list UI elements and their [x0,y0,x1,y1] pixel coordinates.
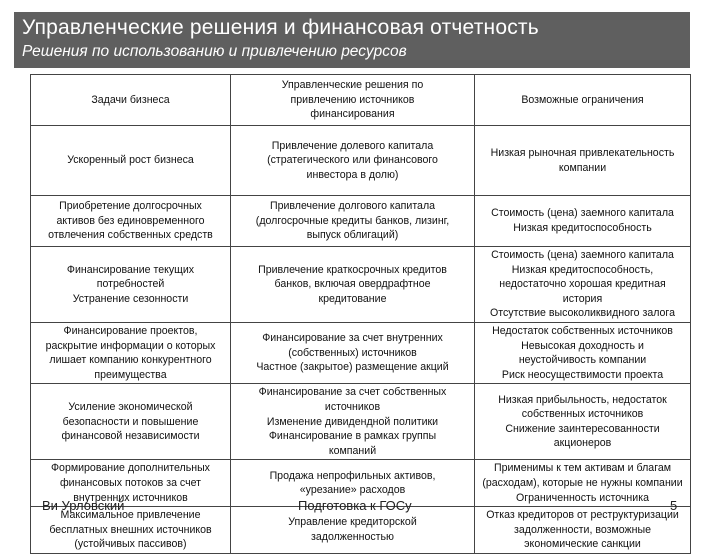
page-number: 5 [670,498,678,513]
table-cell: Стоимость (цена) заемного капитала Низкая кредитоспособность [475,196,691,247]
table-cell: Формирование дополнительных финансовых потоков за счет внутренних источников [31,460,231,507]
table-cell: Низкая прибыльность, недостаток собственных источников Снижение заинтересованности акционеров [475,384,691,460]
column-header-decisions: Управленческие решения по привлечению источников финансирования [231,75,475,126]
table-header-row [31,75,691,126]
table-cell: Приобретение долгосрочных активов без единовременного отвлечения собственных средств [31,196,231,247]
slide-subtitle: Решения по использованию и привлечению ресурсов [22,43,407,60]
table-row [31,126,691,196]
column-header-business-tasks: Задачи бизнеса [31,75,231,126]
table-cell: Привлечение долгового капитала (долгосрочные кредиты банков, лизинг, выпуск облигаций) [231,196,475,247]
table-cell: Управление кредиторской задолженностью [231,507,475,554]
table-cell: Усиление экономической безопасности и повышение финансовой независимости [31,384,231,460]
table-cell: Недостаток собственных источников Невысокая доходность и неустойчивость компании Риск неосуществимости проекта [475,322,691,383]
footer-title: Подготовка к ГОСу [298,498,412,513]
table-cell: Привлечение долевого капитала (стратегического или финансового инвестора в долю) [231,126,475,196]
table-cell: Продажа непрофильных активов, «урезание» расходов [231,460,475,507]
table-cell: Финансирование текущих потребностей Устранение сезонности [31,247,231,323]
table-cell: Применимы к тем активам и благам (расходам), которые не нужны компании Ограниченность источника [475,460,691,507]
table-cell: Ускоренный рост бизнеса [31,126,231,196]
footer-author: Ви Урловский [42,498,125,513]
slide-title: Управленческие решения и финансовая отчетность [22,16,539,39]
table-cell: Максимальное привлечение бесплатных внешних источников (устойчивых пассивов) [31,507,231,554]
table-row [31,196,691,247]
table-row [31,322,691,383]
table-cell: Финансирование за счет собственных источников Изменение дивидендной политики Финансирование в рамках группы компаний [231,384,475,460]
table-cell: Низкая рыночная привлекательность компании [475,126,691,196]
column-header-limitations: Возможные ограничения [475,75,691,126]
table-row [31,507,691,554]
slide-header [0,0,720,68]
decisions-table [30,74,691,554]
table-cell: Стоимость (цена) заемного капитала Низкая кредитоспособность, недостаточно хорошая кредитная история Отсутствие высоколиквидного залога [475,247,691,323]
table-cell: Финансирование за счет внутренних (собственных) источников Частное (закрытое) размещение акций [231,322,475,383]
table-row [31,247,691,323]
table-cell: Финансирование проектов, раскрытие информации о которых лишает компанию конкурентного преимущества [31,322,231,383]
table-cell: Привлечение краткосрочных кредитов банков, включая овердрафтное кредитование [231,247,475,323]
table-cell: Отказ кредиторов от реструктуризации задолженности, возможные экономические санкции [475,507,691,554]
table-row [31,384,691,460]
